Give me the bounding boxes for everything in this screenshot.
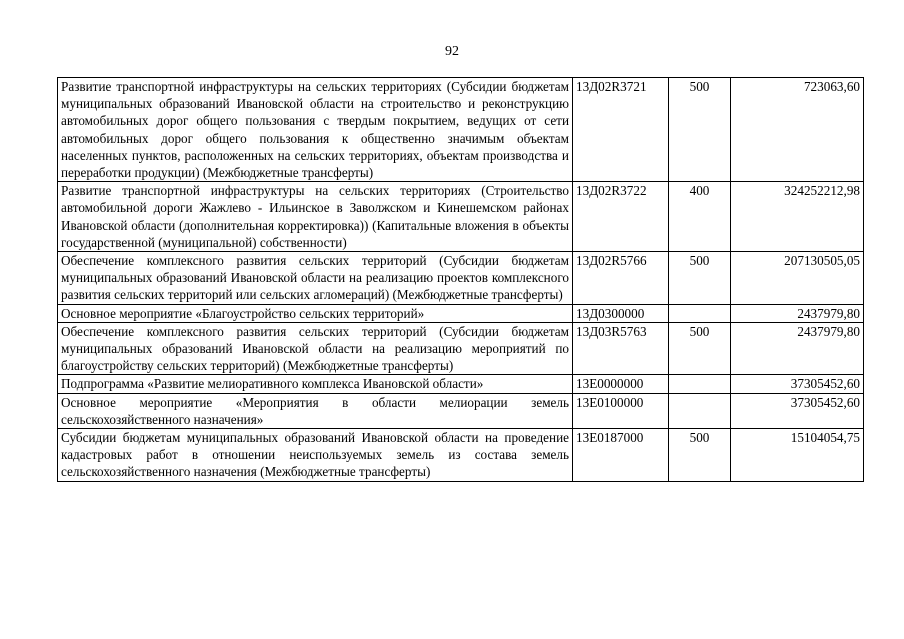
row-expense-type [669, 375, 731, 393]
row-expense-type: 500 [669, 322, 731, 375]
row-name: Основное мероприятие «Благоустройство сельских территорий» [58, 304, 573, 322]
row-expense-type: 500 [669, 429, 731, 482]
row-sum: 37305452,60 [731, 375, 864, 393]
row-sum: 37305452,60 [731, 393, 864, 428]
row-code: 13Д02R3722 [573, 182, 669, 252]
table-row [58, 252, 864, 305]
table-row [58, 182, 864, 252]
budget-table [57, 77, 864, 482]
row-name: Развитие транспортной инфраструктуры на сельских территориях (Строительство автомобильной дороги Жажлево - Ильинское в Заволжском и Кинешемском районах Ивановской области (дополнительная корректировка)) (Капитальные вложения в объекты государственной (муниципальной) собственности) [58, 182, 573, 252]
row-name: Развитие транспортной инфраструктуры на сельских территориях (Субсидии бюджетам муниципальных образований Ивановской области на строительство и реконструкцию автомобильных дорог общего пользования с твердым покрытием, ведущих от сети автомобильных дорог общего пользования к общественно значимым объектам населенных пунктов, расположенных на сельских территориях, объектам производства и переработки продукции) (Межбюджетные трансферты) [58, 78, 573, 182]
row-expense-type: 400 [669, 182, 731, 252]
table-row [58, 393, 864, 428]
row-code: 13Е0100000 [573, 393, 669, 428]
table-row [58, 304, 864, 322]
table-row [58, 322, 864, 375]
row-name: Обеспечение комплексного развития сельских территорий (Субсидии бюджетам муниципальных образований Ивановской области на реализацию проектов комплексного развития сельских территорий или сельских агломераций) (Межбюджетные трансферты) [58, 252, 573, 305]
table-row [58, 375, 864, 393]
row-expense-type: 500 [669, 252, 731, 305]
row-sum: 2437979,80 [731, 322, 864, 375]
row-name: Субсидии бюджетам муниципальных образований Ивановской области на проведение кадастровых работ в отношении неиспользуемых земель из состава земель сельскохозяйственного назначения (Межбюджетные трансферты) [58, 429, 573, 482]
row-code: 13Е0000000 [573, 375, 669, 393]
row-name: Основное мероприятие «Мероприятия в области мелиорации земель сельскохозяйственного назначения» [58, 393, 573, 428]
row-code: 13Д02R3721 [573, 78, 669, 182]
row-sum: 15104054,75 [731, 429, 864, 482]
row-code: 13Д03R5763 [573, 322, 669, 375]
row-expense-type: 500 [669, 78, 731, 182]
row-sum: 2437979,80 [731, 304, 864, 322]
table-row [58, 429, 864, 482]
row-name: Обеспечение комплексного развития сельских территорий (Субсидии бюджетам муниципальных образований Ивановской области на реализацию мероприятий по благоустройству сельских территорий) (Межбюджетные трансферты) [58, 322, 573, 375]
row-expense-type [669, 393, 731, 428]
page-number: 92 [445, 44, 459, 59]
row-sum: 207130505,05 [731, 252, 864, 305]
row-code: 13Д0300000 [573, 304, 669, 322]
row-code: 13Д02R5766 [573, 252, 669, 305]
row-name: Подпрограмма «Развитие мелиоративного комплекса Ивановской области» [58, 375, 573, 393]
table-row [58, 78, 864, 182]
row-code: 13Е0187000 [573, 429, 669, 482]
row-expense-type [669, 304, 731, 322]
row-sum: 324252212,98 [731, 182, 864, 252]
row-sum: 723063,60 [731, 78, 864, 182]
